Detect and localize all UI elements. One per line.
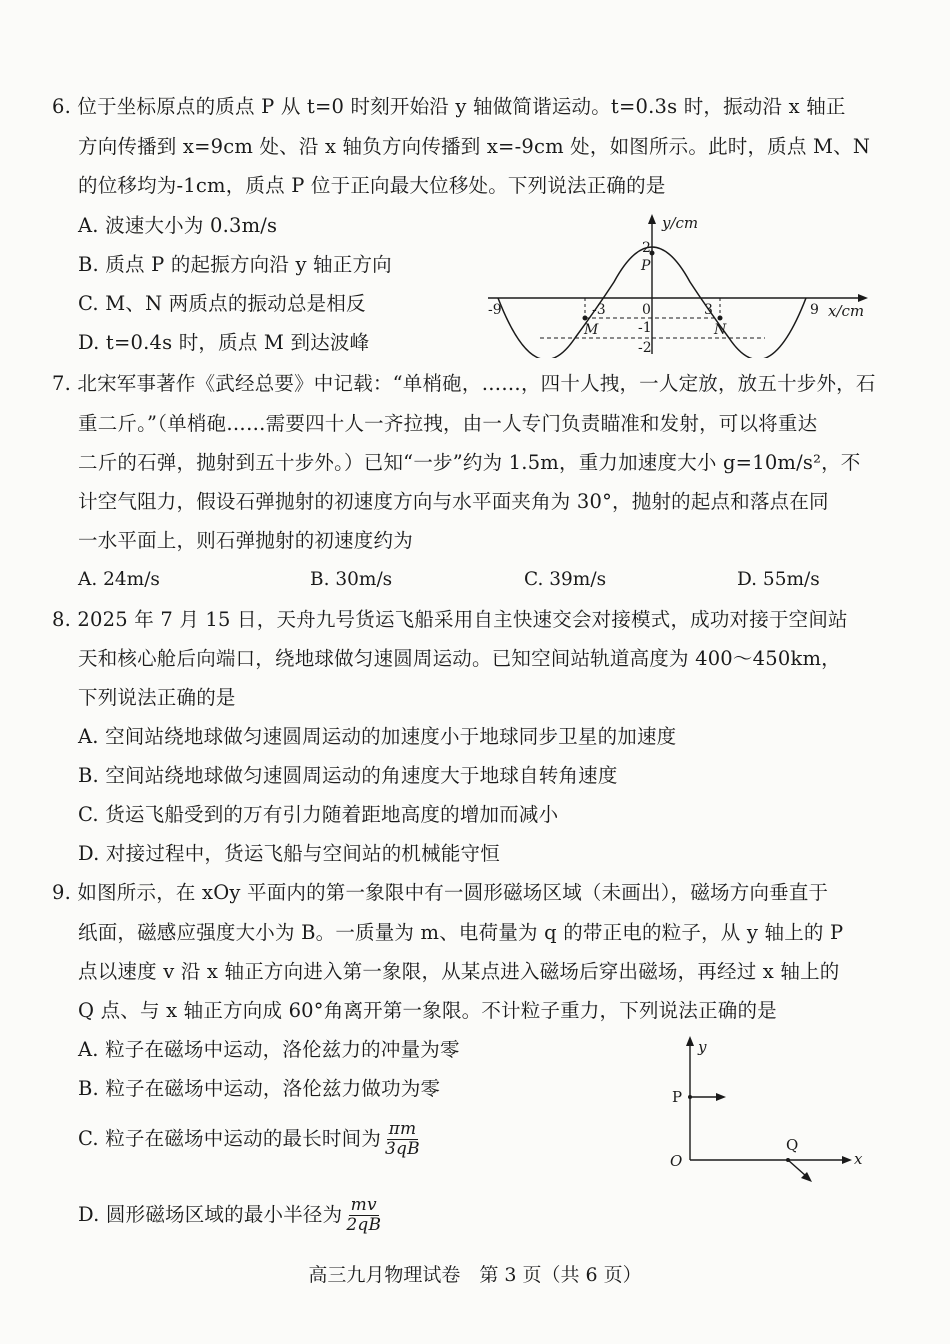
q6-option-a: A. 波速大小为 0.3m/s — [78, 214, 278, 237]
q7-stem-line-2: 重二斤。”（单梢砲……需要四十人一齐拉拽，由一人专门负责瞄准和发射，可以将重达 — [78, 412, 818, 435]
q9-point-p-dot — [688, 1095, 692, 1099]
q7-option-d: D. 55m/s — [737, 569, 820, 590]
q8-option-b: B. 空间站绕地球做匀速圆周运动的角速度大于地球自转角速度 — [78, 764, 618, 787]
page-footer: 高三九月物理试卷 第 3 页（共 6 页） — [308, 1264, 642, 1286]
q9-y-axis-label: y — [698, 1038, 707, 1056]
q8-option-a: A. 空间站绕地球做匀速圆周运动的加速度小于地球同步卫星的加速度 — [78, 725, 677, 748]
q9-x-axis-arrow — [842, 1156, 852, 1164]
q6-option-d: D. t=0.4s 时，质点 M 到达波峰 — [78, 331, 370, 354]
q6-option-c: C. M、N 两质点的振动总是相反 — [78, 292, 366, 315]
q7-stem-line-5: 一水平面上，则石弹抛射的初速度约为 — [78, 529, 413, 552]
q9-point-q-label: Q — [786, 1136, 799, 1154]
q7-option-b: B. 30m/s — [310, 569, 393, 590]
q9-stem-line-2: 纸面，磁感应强度大小为 B。一质量为 m、电荷量为 q 的带正电的粒子，从 y 轴上的 P — [78, 921, 844, 944]
q9-option-d — [78, 1196, 383, 1235]
q6-y-tick-neg2: -2 — [638, 340, 652, 356]
q6-y-axis-arrow — [648, 214, 656, 224]
q6-point-n-dot — [718, 316, 723, 321]
q9-option-c — [78, 1120, 422, 1159]
q6-x-tick-neg3: -3 — [592, 302, 606, 318]
q6-x-tick-9: 9 — [810, 302, 819, 318]
q6-x-tick-0: 0 — [642, 302, 651, 318]
q9-option-c-denominator: 3qB — [385, 1139, 420, 1159]
q7-stem-line-3: 二斤的石弹，抛射到五十步外。）已知“一步”约为 1.5m，重力加速度大小 g=10m/s²，不 — [78, 451, 861, 474]
q7-option-a: A. 24m/s — [78, 569, 160, 590]
q6-option-b: B. 质点 P 的起振方向沿 y 轴正方向 — [78, 253, 392, 276]
q6-x-axis-label: x/cm — [828, 302, 865, 320]
q9-y-axis-arrow — [686, 1036, 694, 1046]
q9-q-velocity-line — [788, 1160, 806, 1176]
q9-stem-line-3: 点以速度 v 沿 x 轴正方向进入第一象限，从某点进入磁场后穿出磁场，再经过 x 轴上的 — [78, 960, 840, 983]
q6-stem-line-1: 6. 位于坐标原点的质点 P 从 t=0 时刻开始沿 y 轴做简谐运动。t=0.3s 时，振动沿 x 轴正 — [52, 95, 846, 118]
q9-option-d-denominator: 2qB — [346, 1215, 382, 1235]
q7-stem-line-4: 计空气阻力，假设石弹抛射的初速度方向与水平面夹角为 30°，抛射的起点和落点在同 — [78, 490, 829, 513]
q6-x-axis-arrow — [858, 294, 868, 302]
q9-origin-label: O — [670, 1152, 683, 1170]
q9-field-diagram — [660, 1032, 880, 1212]
q6-x-tick-3: 3 — [704, 302, 713, 318]
q9-option-c-text: C. 粒子在磁场中运动的最长时间为 — [78, 1127, 382, 1150]
q9-stem-line-1: 9. 如图所示，在 xOy 平面内的第一象限中有一圆形磁场区域（未画出），磁场方向垂直于 — [52, 881, 829, 904]
q6-point-p-label: P — [641, 258, 651, 274]
q7-stem-line-1: 7. 北宋军事著作《武经总要》中记载：“单梢砲，……，四十人拽，一人定放，放五十步外，石 — [52, 372, 876, 395]
q6-point-m-label: M — [584, 322, 599, 338]
q8-stem-line-3: 下列说法正确的是 — [78, 686, 236, 709]
q7-option-c: C. 39m/s — [524, 569, 607, 590]
q9-point-p-label: P — [672, 1088, 683, 1106]
q6-stem-line-3: 的位移均为-1cm，质点 P 位于正向最大位移处。下列说法正确的是 — [78, 174, 666, 197]
q6-y-tick-neg1: -1 — [638, 320, 652, 336]
q6-y-axis-label: y/cm — [662, 214, 699, 232]
q6-point-n-label: N — [714, 322, 727, 338]
q8-option-d: D. 对接过程中，货运飞船与空间站的机械能守恒 — [78, 842, 500, 865]
q6-x-tick-neg9: -9 — [488, 302, 502, 318]
q8-stem-line-1: 8. 2025 年 7 月 15 日，天舟九号货运飞船采用自主快速交会对接模式，成功对接于空间站 — [52, 608, 848, 631]
q6-point-m-dot — [583, 316, 588, 321]
q6-stem-line-2: 方向传播到 x=9cm 处、沿 x 轴负方向传播到 x=-9cm 处，如图所示。此时，质点 M、N — [78, 135, 871, 158]
q9-option-c-numerator: πm — [388, 1119, 417, 1139]
q9-option-d-fraction — [344, 1196, 383, 1235]
q9-point-q-dot — [786, 1158, 790, 1162]
q6-y-tick-2: 2 — [642, 240, 651, 256]
q9-option-d-text: D. 圆形磁场区域的最小半径为 — [78, 1203, 343, 1226]
q6-wave-graph — [480, 208, 880, 358]
q9-p-velocity-arrowhead — [716, 1093, 726, 1101]
q9-option-d-numerator: mv — [350, 1195, 377, 1215]
q9-option-c-fraction — [383, 1120, 422, 1159]
q8-stem-line-2: 天和核心舱后向端口，绕地球做匀速圆周运动。已知空间站轨道高度为 400～450km， — [78, 647, 841, 670]
q8-option-c: C. 货运飞船受到的万有引力随着距地高度的增加而减小 — [78, 803, 559, 826]
q9-x-axis-label: x — [854, 1150, 863, 1168]
q9-option-a: A. 粒子在磁场中运动，洛伦兹力的冲量为零 — [78, 1038, 460, 1061]
q9-stem-line-4: Q 点、与 x 轴正方向成 60°角离开第一象限。不计粒子重力，下列说法正确的是 — [78, 999, 777, 1022]
q9-option-b: B. 粒子在磁场中运动，洛伦兹力做功为零 — [78, 1077, 441, 1100]
